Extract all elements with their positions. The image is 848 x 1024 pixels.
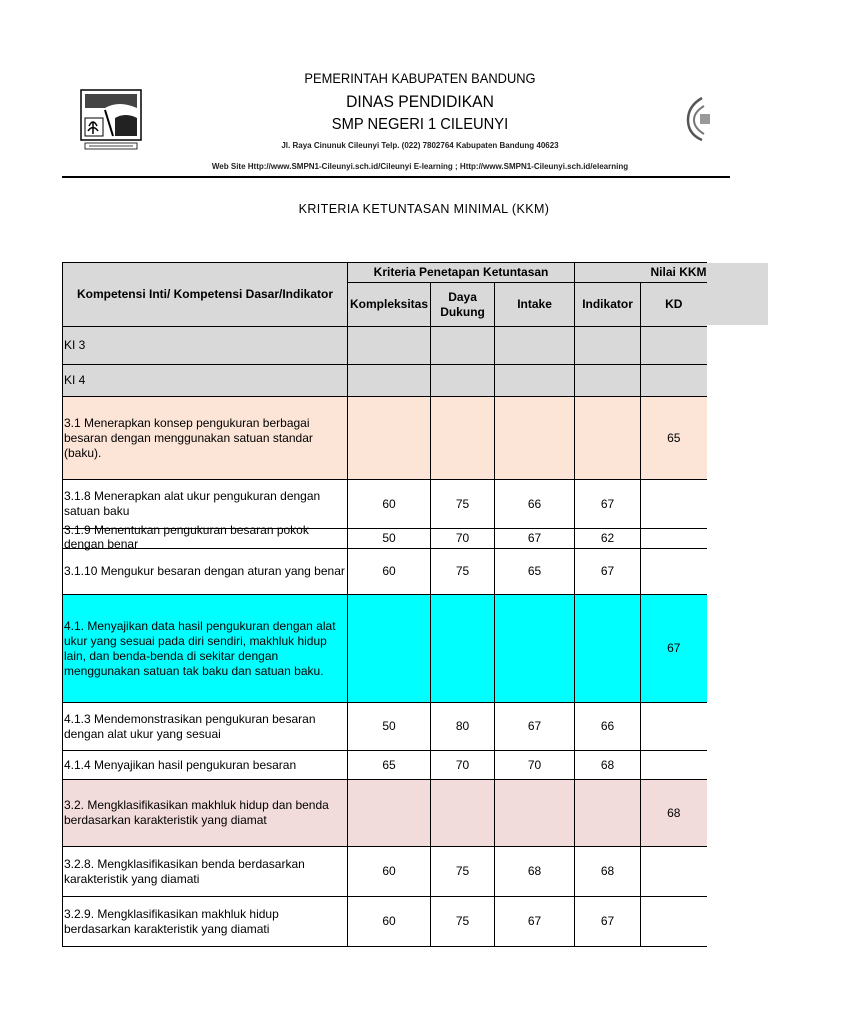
- row-description: 3.2. Mengklasifikasikan makhluk hidup dan benda berdasarkan karakteristik yang diamat: [63, 780, 348, 847]
- row-description: KI 3: [63, 327, 348, 365]
- kkm-table: [62, 262, 707, 947]
- cell-kompleksitas: [348, 595, 431, 703]
- cell-kd: [641, 327, 707, 365]
- row-description: 4.1.3 Mendemonstrasikan pengukuran besaran dengan alat ukur yang sesuai: [63, 703, 348, 751]
- row-description: 4.1. Menyajikan data hasil pengukuran dengan alat ukur yang sesuai pada diri sendiri, makhluk hidup lain, dan benda-benda di sekitar dengan menggunakan satuan tak baku dan satuan baku.: [63, 595, 348, 703]
- header-indikator: Indikator: [575, 283, 641, 327]
- cell-intake: [495, 595, 575, 703]
- cell-intake: 67: [495, 529, 575, 549]
- header-daya-dukung: Daya Dukung: [431, 283, 495, 327]
- cell-kompleksitas: [348, 327, 431, 365]
- table-row: [63, 365, 707, 397]
- cell-indikator: [575, 595, 641, 703]
- header-website: Web Site Http://www.SMPN1-Cileunyi.sch.id/Cileunyi E-learning ; Http://www.SMPN1-Cileunyi.sch.id/elearning: [211, 162, 629, 171]
- cell-kd: [641, 897, 707, 947]
- header-divider: [62, 176, 730, 178]
- cell-daya-dukung: 75: [431, 480, 495, 529]
- row-description: 3.1.10 Mengukur besaran dengan aturan yang benar: [63, 549, 348, 595]
- cell-daya-dukung: 75: [431, 847, 495, 897]
- cell-intake: 67: [495, 897, 575, 947]
- cell-indikator: [575, 327, 641, 365]
- row-description: KI 4: [63, 365, 348, 397]
- table-row: [63, 897, 707, 947]
- cell-intake: [495, 780, 575, 847]
- cell-kompleksitas: 50: [348, 529, 431, 549]
- cell-daya-dukung: 70: [431, 529, 495, 549]
- cell-intake: 65: [495, 549, 575, 595]
- cell-kompleksitas: 60: [348, 549, 431, 595]
- table-header-row-1: [63, 263, 707, 283]
- cell-daya-dukung: [431, 327, 495, 365]
- row-description: 3.1 Menerapkan konsep pengukuran berbagai besaran dengan menggunakan satuan standar (baku).: [63, 397, 348, 480]
- cell-kompleksitas: 60: [348, 897, 431, 947]
- cell-kd: [641, 703, 707, 751]
- row-description: 3.1.8 Menerapkan alat ukur pengukuran dengan satuan baku: [63, 480, 348, 529]
- cell-kompleksitas: [348, 780, 431, 847]
- cell-daya-dukung: [431, 595, 495, 703]
- header-kompleksitas: Kompleksitas: [348, 283, 431, 327]
- row-description: 3.2.9. Mengklasifikasikan makhluk hidup berdasarkan karakteristik yang diamati: [63, 897, 348, 947]
- cell-kd: 67: [641, 595, 707, 703]
- cell-intake: 68: [495, 847, 575, 897]
- document-title: KRITERIA KETUNTASAN MINIMAL (KKM): [298, 202, 550, 216]
- header-government: PEMERINTAH KABUPATEN BANDUNG: [304, 70, 536, 86]
- header-kriteria-group: Kriteria Penetapan Ketuntasan: [348, 263, 575, 283]
- cell-kompleksitas: 65: [348, 751, 431, 780]
- header-intake: Intake: [495, 283, 575, 327]
- header-department: DINAS PENDIDIKAN: [346, 92, 494, 111]
- cell-kd: [641, 365, 707, 397]
- table-row: [63, 703, 707, 751]
- row-description: 3.2.8. Mengklasifikasikan benda berdasarkan karakteristik yang diamati: [63, 847, 348, 897]
- cell-intake: [495, 397, 575, 480]
- table-row: [63, 529, 707, 549]
- cell-intake: 66: [495, 480, 575, 529]
- header-nilai-kkm-group: Nilai KKM: [575, 263, 707, 283]
- header-school: SMP NEGERI 1 CILEUNYI: [331, 116, 509, 133]
- cell-intake: 70: [495, 751, 575, 780]
- cell-indikator: 67: [575, 549, 641, 595]
- cell-kompleksitas: [348, 397, 431, 480]
- cell-kd: [641, 751, 707, 780]
- header-kd: KD: [641, 283, 707, 327]
- table-row: [63, 847, 707, 897]
- cell-kd: [641, 847, 707, 897]
- header-address: Jl. Raya Cinunuk Cileunyi Telp. (022) 7802764 Kabupaten Bandung 40623: [281, 141, 559, 150]
- cell-kd: 65: [641, 397, 707, 480]
- cell-kd: [641, 529, 707, 549]
- cell-indikator: 66: [575, 703, 641, 751]
- cell-kd: 68: [641, 780, 707, 847]
- cell-daya-dukung: [431, 365, 495, 397]
- side-scrollbar-block: [703, 263, 768, 325]
- row-description-cell: [63, 523, 348, 551]
- table-row: [63, 780, 707, 847]
- cell-daya-dukung: [431, 780, 495, 847]
- cell-kd: [641, 549, 707, 595]
- table-row: [63, 397, 707, 480]
- table-row: [63, 327, 707, 365]
- cell-indikator: 68: [575, 751, 641, 780]
- table-row: [63, 751, 707, 780]
- header-kompetensi: Kompetensi Inti/ Kompetensi Dasar/Indikator: [63, 263, 348, 327]
- table-row: [63, 480, 707, 529]
- table-row: [63, 549, 707, 595]
- cell-kd: [641, 480, 707, 529]
- cell-intake: [495, 327, 575, 365]
- cell-indikator: 67: [575, 480, 641, 529]
- cell-daya-dukung: 75: [431, 897, 495, 947]
- cell-intake: [495, 365, 575, 397]
- cell-kompleksitas: 50: [348, 703, 431, 751]
- table-row: [63, 595, 707, 703]
- cell-intake: 67: [495, 703, 575, 751]
- cell-indikator: 68: [575, 847, 641, 897]
- row-description: 4.1.4 Menyajikan hasil pengukuran besaran: [63, 751, 348, 780]
- cell-indikator: 67: [575, 897, 641, 947]
- cell-daya-dukung: 75: [431, 549, 495, 595]
- cell-kompleksitas: 60: [348, 847, 431, 897]
- row-description: 3.1.9 Menentukan pengukuran besaran pokok dengan benar: [64, 523, 309, 551]
- cell-daya-dukung: 70: [431, 751, 495, 780]
- cell-indikator: [575, 365, 641, 397]
- cell-indikator: 62: [575, 529, 641, 549]
- cell-daya-dukung: 80: [431, 703, 495, 751]
- cell-kompleksitas: [348, 365, 431, 397]
- cell-indikator: [575, 397, 641, 480]
- cell-kompleksitas: 60: [348, 480, 431, 529]
- cell-daya-dukung: [431, 397, 495, 480]
- cell-indikator: [575, 780, 641, 847]
